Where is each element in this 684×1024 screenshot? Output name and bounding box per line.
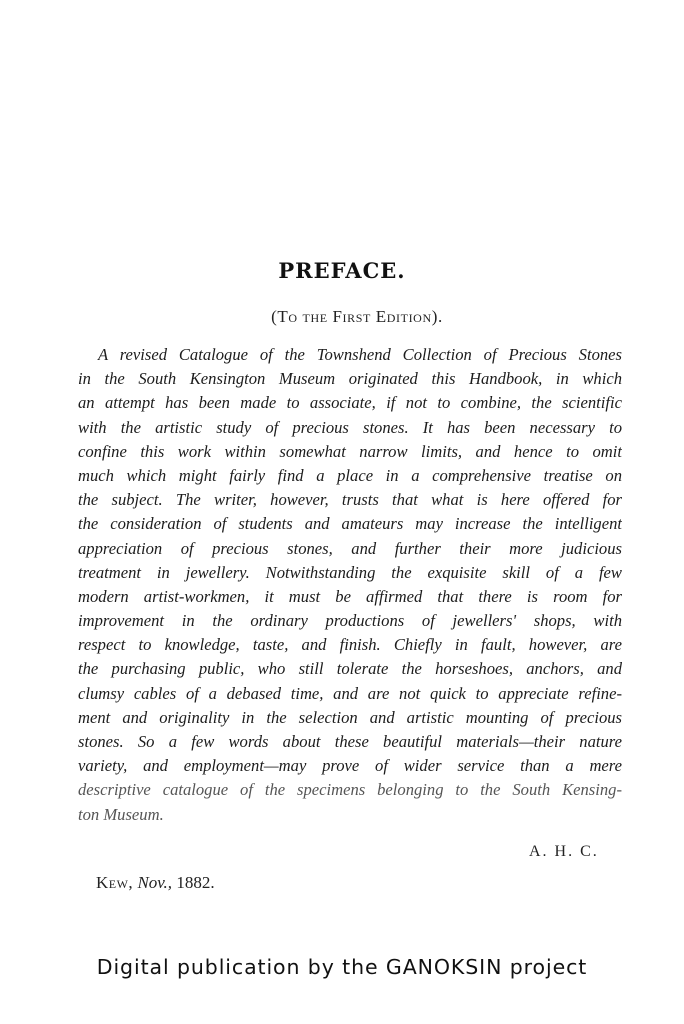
body-line: in the South Kensington Museum originated this Handbook, in which (78, 369, 622, 389)
page-subtitle: (To the First Edition). (271, 307, 443, 326)
body-line: much which might fairly find a place in a comprehensive treatise on (78, 465, 622, 485)
preface-body (78, 343, 622, 827)
page-title: PREFACE. (278, 258, 406, 283)
body-line: stones. So a few words about these beautiful materials—their nature (78, 732, 622, 751)
body-line: respect to knowledge, taste, and finish. Chiefly in fault, however, are (78, 635, 622, 655)
body-line: the purchasing public, who still tolerate the horseshoes, anchors, and (78, 659, 622, 679)
body-line: an attempt has been made to associate, if not to combine, the scientific (78, 393, 622, 413)
body-line: the subject. The writer, however, trusts that what is here offered for (78, 490, 622, 510)
body-line: ment and originality in the selection and artistic mounting of precious (78, 707, 622, 727)
body-line: variety, and employment—may prove of wider service than a mere (78, 756, 622, 776)
body-line: descriptive catalogue of the specimens belonging to the South Kensing- (78, 780, 622, 800)
author-signature: A. H. C. (529, 843, 599, 860)
body-line: the consideration of students and amateurs may increase the intelligent (78, 514, 622, 534)
dateline-year: 1882. (176, 873, 215, 892)
body-line: appreciation of precious stones, and further their more judicious (78, 538, 622, 558)
body-line: clumsy cables of a debased time, and are not quick to appreciate refine- (78, 683, 622, 703)
body-line: improvement in the ordinary productions of jewellers' shops, with (78, 611, 622, 631)
dateline-month: Nov., (137, 873, 173, 892)
body-line: ton Museum. (78, 804, 164, 824)
dateline-place: Kew, (96, 873, 134, 892)
publication-footer: Digital publication by the GANOKSIN project (96, 955, 588, 979)
body-line: A revised Catalogue of the Townshend Collection of Precious Stones (98, 345, 622, 364)
body-line: modern artist-workmen, it must be affirmed that there is room for (78, 586, 622, 606)
dateline (96, 873, 215, 893)
body-line: confine this work within somewhat narrow limits, and hence to omit (78, 441, 622, 461)
body-line: with the artistic study of precious stones. It has been necessary to (78, 417, 622, 437)
body-line: treatment in jewellery. Notwithstanding the exquisite skill of a few (78, 562, 622, 582)
